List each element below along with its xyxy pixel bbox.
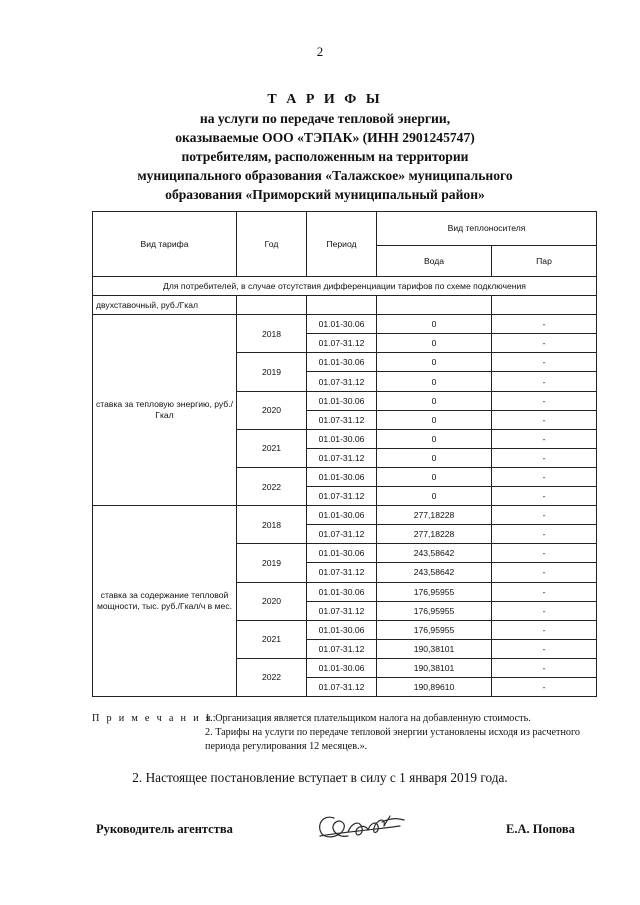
signatory-position: Руководитель агентства [96,822,233,836]
period-cell: 01.01-30.06 [307,544,377,563]
steam-cell: - [492,315,597,334]
period-cell: 01.07-31.12 [307,487,377,506]
title-heading: Т А Р И Ф Ы [267,92,383,107]
period-cell: 01.07-31.12 [307,677,377,696]
steam-cell: - [492,563,597,582]
year-cell: 2020 [237,391,307,429]
water-cell: 0 [377,487,492,506]
period-cell: 01.07-31.12 [307,334,377,353]
steam-cell: - [492,487,597,506]
steam-cell: - [492,334,597,353]
rate-capacity-label: ставка за содержание тепловой мощности, тыс. руб./Гкал/ч в мес. [93,506,237,697]
header-period: Период [307,212,377,277]
water-cell: 277,18228 [377,506,492,525]
period-cell: 01.07-31.12 [307,372,377,391]
header-year: Год [237,212,307,277]
steam-cell: - [492,620,597,639]
steam-cell: - [492,448,597,467]
water-cell: 0 [377,391,492,410]
water-cell: 0 [377,315,492,334]
period-cell: 01.07-31.12 [307,525,377,544]
tariff-table [92,211,597,697]
water-cell: 190,89610 [377,677,492,696]
steam-cell: - [492,601,597,620]
water-cell: 0 [377,334,492,353]
period-cell: 01.07-31.12 [307,563,377,582]
water-cell: 0 [377,429,492,448]
water-cell: 243,58642 [377,544,492,563]
water-cell: 0 [377,410,492,429]
title-line: образования «Приморский муниципальный район» [165,187,485,202]
water-cell: 176,95955 [377,582,492,601]
steam-cell: - [492,544,597,563]
steam-cell: - [492,391,597,410]
header-tariff-type: Вид тарифа [93,212,237,277]
year-cell: 2019 [237,353,307,391]
note-item: 2. Тарифы на услуги по передаче тепловой энергии установлены исходя из расчетного периода регулирования 12 месяцев.». [205,727,581,752]
period-cell: 01.01-30.06 [307,506,377,525]
period-cell: 01.01-30.06 [307,315,377,334]
water-cell: 190,38101 [377,639,492,658]
steam-cell: - [492,410,597,429]
table-row [93,315,597,334]
period-cell: 01.07-31.12 [307,448,377,467]
rate-energy-label: ставка за тепловую энергию, руб./Гкал [93,315,237,506]
header-steam: Пар [492,245,597,276]
water-cell: 243,58642 [377,563,492,582]
empty-cell [307,296,377,315]
water-cell: 176,95955 [377,620,492,639]
subheader: Для потребителей, в случае отсутствия дифференциации тарифов по схеме подключения [93,277,597,296]
header-coolant: Вид теплоносителя [377,212,597,246]
steam-cell: - [492,353,597,372]
title-line: на услуги по передаче тепловой энергии, [199,111,451,126]
page-number: 2 [316,44,324,59]
empty-cell [237,296,307,315]
water-cell: 0 [377,448,492,467]
steam-cell: - [492,658,597,677]
notes-label: П р и м е ч а н и я: [92,713,218,724]
period-cell: 01.01-30.06 [307,391,377,410]
table-row [93,506,597,525]
period-cell: 01.07-31.12 [307,639,377,658]
steam-cell: - [492,506,597,525]
steam-cell: - [492,677,597,696]
two-part-label: двухставочный, руб./Гкал [93,296,237,315]
year-cell: 2022 [237,467,307,505]
steam-cell: - [492,525,597,544]
title-line: оказываемые ООО «ТЭПАК» (ИНН 2901245747) [175,130,475,145]
period-cell: 01.07-31.12 [307,410,377,429]
year-cell: 2022 [237,658,307,696]
steam-cell: - [492,582,597,601]
period-cell: 01.01-30.06 [307,620,377,639]
steam-cell: - [492,467,597,486]
header-water: Вода [377,245,492,276]
water-cell: 0 [377,372,492,391]
steam-cell: - [492,429,597,448]
steam-cell: - [492,639,597,658]
water-cell: 0 [377,353,492,372]
empty-cell [492,296,597,315]
title-line: муниципального образования «Талажское» муниципального [137,168,513,183]
year-cell: 2019 [237,544,307,582]
water-cell: 277,18228 [377,525,492,544]
period-cell: 01.01-30.06 [307,582,377,601]
period-cell: 01.07-31.12 [307,601,377,620]
period-cell: 01.01-30.06 [307,467,377,486]
water-cell: 176,95955 [377,601,492,620]
water-cell: 190,38101 [377,658,492,677]
signatory-name: Е.А. Попова [506,822,575,836]
period-cell: 01.01-30.06 [307,353,377,372]
note-item: 1. Организация является плательщиком налога на добавленную стоимость. [205,713,531,724]
decree-text: 2. Настоящее постановление вступает в силу с 1 января 2019 года. [132,770,508,785]
year-cell: 2018 [237,315,307,353]
year-cell: 2018 [237,506,307,544]
year-cell: 2020 [237,582,307,620]
steam-cell: - [492,372,597,391]
year-cell: 2021 [237,620,307,658]
year-cell: 2021 [237,429,307,467]
title-line: потребителям, расположенным на территории [181,149,469,164]
water-cell: 0 [377,467,492,486]
period-cell: 01.01-30.06 [307,429,377,448]
empty-cell [377,296,492,315]
document-title [80,90,570,204]
period-cell: 01.01-30.06 [307,658,377,677]
handwritten-signature [312,806,412,846]
